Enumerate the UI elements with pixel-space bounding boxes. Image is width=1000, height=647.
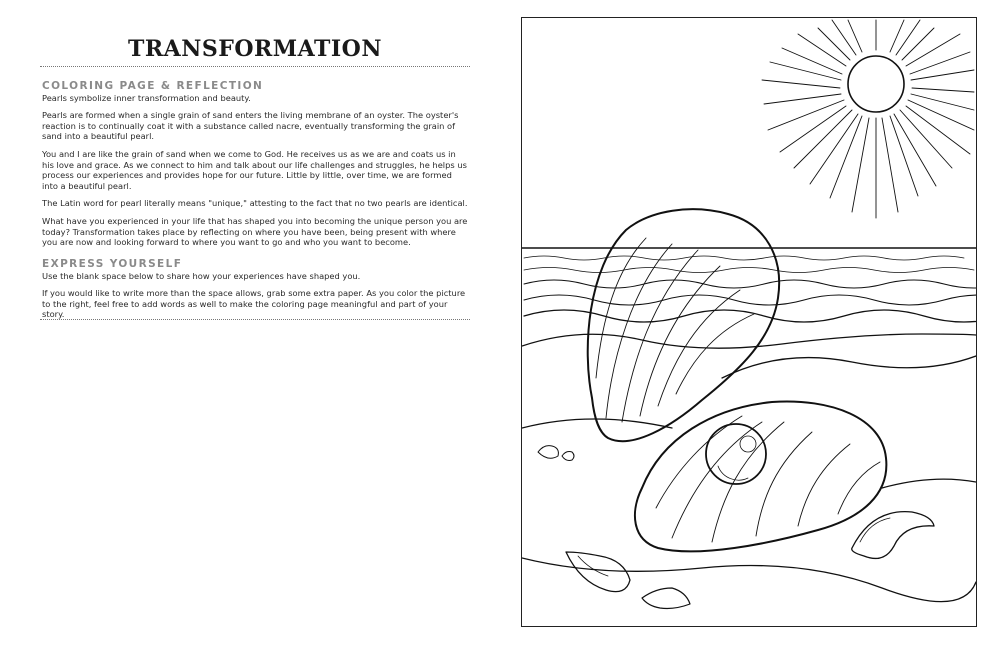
paragraph: Use the blank space below to share how your experiences have shaped you. bbox=[42, 270, 361, 281]
paragraph: You and I are like the grain of sand when we come to God. He receives us as we are and coats us in his love and grace. As we connect to him and talk about our life challenges and struggles, he helps us process our experiences and provides hope for our future. Little by little, over time, we are formed into a beautiful pearl. bbox=[42, 149, 467, 191]
seashell-icon bbox=[538, 446, 934, 609]
sand-dunes bbox=[522, 334, 976, 602]
reflection-content bbox=[42, 80, 468, 327]
open-oyster-shell-icon bbox=[588, 209, 887, 551]
section-heading-express-yourself: EXPRESS YOURSELF bbox=[42, 257, 183, 270]
section-heading-coloring-reflection: COLORING PAGE & REFLECTION bbox=[42, 80, 264, 92]
paragraph: Pearls symbolize inner transformation and beauty. bbox=[42, 92, 251, 103]
sun-icon bbox=[762, 20, 974, 218]
paragraph: The Latin word for pearl literally means "unique," attesting to the fact that no two pearls are identical. bbox=[42, 198, 468, 209]
coloring-illustration bbox=[521, 17, 977, 627]
paragraph: If you would like to write more than the space allows, grab some extra paper. As you color the picture to the right, feel free to add words as well to make the coloring page meaningful and part of your story. bbox=[42, 288, 466, 320]
reflection-page bbox=[40, 0, 470, 647]
paragraph: Pearls are formed when a single grain of sand enters the living membrane of an oyster. The oyster's reaction is to continually coat it with a substance called nacre, eventually transforming the grain of sand into a beautiful pearl. bbox=[42, 110, 459, 142]
page-title: TRANSFORMATION bbox=[128, 36, 382, 62]
paragraph: What have you experienced in your life that has shaped you into becoming the unique person you are today? Transformation takes place by reflecting on where you have been, being present with where you are now and looking forward to where you want to go and who you want to become. bbox=[42, 216, 468, 248]
pearl-icon bbox=[706, 424, 766, 484]
dotted-divider bbox=[40, 66, 470, 67]
dotted-divider bbox=[40, 319, 470, 320]
